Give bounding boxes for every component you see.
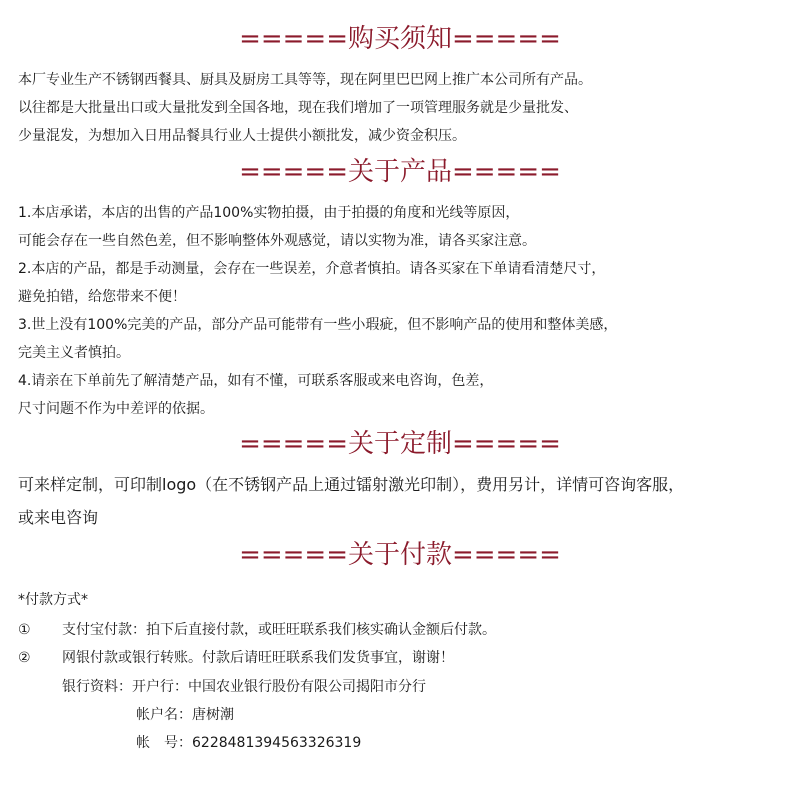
product-line-7: 4.请亲在下单前先了解清楚产品，如有不懂，可联系客服或来电咨询，色差，	[18, 373, 494, 389]
about-payment-heading: =====关于付款=====	[239, 540, 561, 570]
purchase-notice-heading: =====购买须知=====	[239, 24, 561, 54]
payment-method-title: *付款方式*	[18, 592, 88, 608]
product-line-4: 避免拍错，给您带来不便！	[18, 289, 186, 305]
payment-item-1-marker: ①	[18, 622, 31, 638]
payment-item-2-text: 网银付款或银行转账。付款后请旺旺联系我们发货事宜，谢谢！	[62, 650, 454, 666]
purchase-line-1: 本厂专业生产不锈钢西餐具、厨具及厨房工具等等，现在阿里巴巴网上推广本公司所有产品。	[18, 72, 592, 88]
bank-info: 银行资料：开户行：中国农业银行股份有限公司揭阳市分行	[62, 679, 426, 695]
purchase-line-2: 以往都是大批量出口或大量批发到全国各地，现在我们增加了一项管理服务就是少量批发、	[18, 100, 578, 116]
purchase-line-3: 少量混发，为想加入日用品餐具行业人士提供小额批发，减少资金积压。	[18, 128, 466, 144]
about-product-heading: =====关于产品=====	[239, 157, 561, 187]
product-line-8: 尺寸问题不作为中差评的依据。	[18, 401, 214, 417]
custom-line-2: 或来电咨询	[18, 508, 99, 527]
product-line-3: 2.本店的产品，都是手动测量，会存在一些误差，介意者慎拍。请各买家在下单请看清楚尺寸，	[18, 261, 606, 277]
product-line-6: 完美主义者慎拍。	[18, 345, 130, 361]
account-number: 帐 号：6228481394563326319	[136, 735, 362, 751]
custom-line-1: 可来样定制，可印制logo（在不锈钢产品上通过镭射激光印制），费用另计，详情可咨询客服，	[18, 475, 685, 494]
product-line-2: 可能会存在一些自然色差，但不影响整体外观感觉，请以实物为准，请各买家注意。	[18, 233, 536, 249]
payment-item-1-text: 支付宝付款：拍下后直接付款，或旺旺联系我们核实确认金额后付款。	[62, 622, 496, 638]
payment-item-2-marker: ②	[18, 650, 31, 666]
product-line-5: 3.世上没有100%完美的产品，部分产品可能带有一些小瑕疵，但不影响产品的使用和整体美感，	[18, 317, 618, 333]
product-line-1: 1.本店承诺，本店的出售的产品100%实物拍摄，由于拍摄的角度和光线等原因，	[18, 205, 520, 221]
account-name: 帐户名：唐树潮	[136, 707, 234, 723]
about-custom-heading: =====关于定制=====	[239, 429, 561, 459]
